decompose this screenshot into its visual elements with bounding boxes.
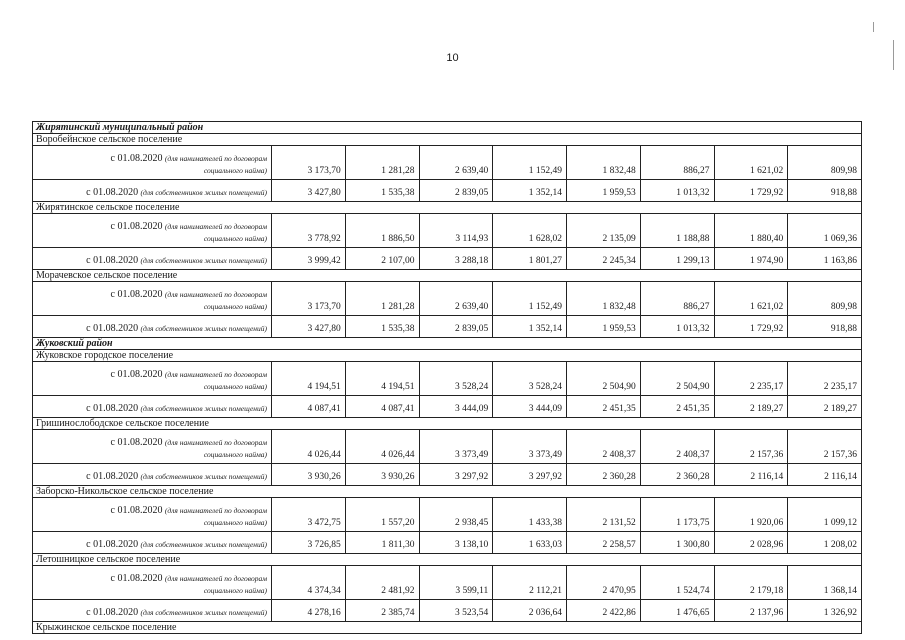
category-note: (для собственников жилых помещений)	[140, 472, 267, 481]
tariff-value-cell: 2 839,05	[419, 180, 493, 202]
tariff-value-cell: 2 157,36	[714, 430, 788, 464]
tariff-value-cell: 1 832,48	[567, 146, 641, 180]
tariff-value-cell: 1 974,90	[714, 248, 788, 270]
tariff-value-cell: 2 385,74	[345, 600, 419, 622]
settlement-name: Крыжинское сельское поселение	[33, 622, 862, 634]
settlement-header-row	[33, 270, 862, 282]
tariff-value-cell: 1 633,03	[493, 532, 567, 554]
category-note: (для нанимателей по договорам	[164, 154, 267, 163]
tariff-value-cell: 2 235,17	[714, 362, 788, 396]
tariff-value-cell: 1 729,92	[714, 180, 788, 202]
tariff-value-cell: 2 839,05	[419, 316, 493, 338]
scan-artifact-mark	[873, 22, 874, 32]
effective-date: с 01.08.2020	[110, 505, 163, 516]
tariff-value-cell: 1 628,02	[493, 214, 567, 248]
tariff-value-cell: 2 422,86	[567, 600, 641, 622]
tariff-value-cell: 2 189,27	[714, 396, 788, 418]
tariff-value-cell: 2 112,21	[493, 566, 567, 600]
category-note: (для нанимателей по договорам	[164, 506, 267, 515]
tariff-value-cell: 2 179,18	[714, 566, 788, 600]
tariff-value-cell: 1 621,02	[714, 146, 788, 180]
owner-tariff-row	[33, 316, 862, 338]
tariff-value-cell: 1 281,28	[345, 146, 419, 180]
tariff-value-cell: 1 920,06	[714, 498, 788, 532]
tariff-value-cell: 3 373,49	[493, 430, 567, 464]
row-label	[33, 566, 272, 600]
tenant-tariff-row	[33, 430, 862, 464]
tariff-value-cell: 1 524,74	[640, 566, 714, 600]
tariff-value-cell: 1 368,14	[788, 566, 862, 600]
tariff-value-cell: 1 299,13	[640, 248, 714, 270]
tariff-value-cell: 2 408,37	[640, 430, 714, 464]
tariff-value-cell: 1 300,80	[640, 532, 714, 554]
tariff-value-cell: 886,27	[640, 282, 714, 316]
tariff-value-cell: 3 173,70	[272, 282, 346, 316]
tariff-value-cell: 918,88	[788, 316, 862, 338]
category-note: (для собственников жилых помещений)	[140, 324, 267, 333]
tariff-value-cell: 2 504,90	[567, 362, 641, 396]
tariff-value-cell: 1 152,49	[493, 282, 567, 316]
tariff-value-cell: 1 557,20	[345, 498, 419, 532]
settlement-header-row	[33, 134, 862, 146]
tariff-value-cell: 1 208,02	[788, 532, 862, 554]
settlement-name: Жуковское городское поселение	[33, 350, 862, 362]
effective-date: с 01.08.2020	[86, 255, 139, 266]
settlement-name: Гришинослободское сельское поселение	[33, 418, 862, 430]
tariff-value-cell: 1 433,38	[493, 498, 567, 532]
tariff-value-cell: 4 374,34	[272, 566, 346, 600]
settlement-name: Заборско-Никольское сельское поселение	[33, 486, 862, 498]
owner-tariff-row	[33, 396, 862, 418]
tariff-value-cell: 2 157,36	[788, 430, 862, 464]
tenant-tariff-row	[33, 282, 862, 316]
category-note-continued: социального найма)	[203, 382, 267, 391]
tariff-value-cell: 1 886,50	[345, 214, 419, 248]
tariff-value-cell: 886,27	[640, 146, 714, 180]
tariff-value-cell: 2 235,17	[788, 362, 862, 396]
category-note: (для нанимателей по договорам	[164, 438, 267, 447]
tariff-value-cell: 3 599,11	[419, 566, 493, 600]
tariff-value-cell: 2 360,28	[567, 464, 641, 486]
tariff-value-cell: 1 959,53	[567, 316, 641, 338]
effective-date: с 01.08.2020	[86, 607, 139, 618]
effective-date: с 01.08.2020	[86, 539, 139, 550]
tariff-value-cell: 3 427,80	[272, 316, 346, 338]
tariff-value-cell: 4 087,41	[345, 396, 419, 418]
tariff-value-cell: 2 107,00	[345, 248, 419, 270]
tariff-value-cell: 2 116,14	[714, 464, 788, 486]
tariff-value-cell: 3 528,24	[493, 362, 567, 396]
tariff-value-cell: 1 152,49	[493, 146, 567, 180]
category-note: (для собственников жилых помещений)	[140, 188, 267, 197]
tariff-value-cell: 2 408,37	[567, 430, 641, 464]
tariff-value-cell: 4 087,41	[272, 396, 346, 418]
page-number: 10	[446, 52, 459, 64]
tariff-value-cell: 2 137,96	[714, 600, 788, 622]
tariff-value-cell: 1 013,32	[640, 180, 714, 202]
settlement-name: Морачевское сельское поселение	[33, 270, 862, 282]
effective-date: с 01.08.2020	[110, 369, 163, 380]
effective-date: с 01.08.2020	[110, 221, 163, 232]
row-label	[33, 316, 272, 338]
tariff-value-cell: 2 135,09	[567, 214, 641, 248]
settlement-header-row	[33, 554, 862, 566]
effective-date: с 01.08.2020	[86, 403, 139, 414]
tariff-value-cell: 3 930,26	[345, 464, 419, 486]
row-label	[33, 498, 272, 532]
category-note-continued: социального найма)	[203, 302, 267, 311]
tariff-value-cell: 2 504,90	[640, 362, 714, 396]
category-note: (для собственников жилых помещений)	[140, 608, 267, 617]
tariff-value-cell: 4 026,44	[272, 430, 346, 464]
owner-tariff-row	[33, 600, 862, 622]
owner-tariff-row	[33, 180, 862, 202]
row-label	[33, 600, 272, 622]
effective-date: с 01.08.2020	[110, 153, 163, 164]
effective-date: с 01.08.2020	[110, 437, 163, 448]
category-note-continued: социального найма)	[203, 166, 267, 175]
tariff-value-cell: 2 938,45	[419, 498, 493, 532]
tariff-table	[32, 121, 862, 634]
tariff-value-cell: 2 131,52	[567, 498, 641, 532]
row-label	[33, 214, 272, 248]
category-note: (для нанимателей по договорам	[164, 222, 267, 231]
settlement-header-row	[33, 350, 862, 362]
tariff-value-cell: 2 036,64	[493, 600, 567, 622]
tariff-value-cell: 1 163,86	[788, 248, 862, 270]
row-label	[33, 532, 272, 554]
row-label	[33, 146, 272, 180]
tariff-value-cell: 2 639,40	[419, 282, 493, 316]
tenant-tariff-row	[33, 146, 862, 180]
tariff-value-cell: 1 173,75	[640, 498, 714, 532]
category-note: (для собственников жилых помещений)	[140, 404, 267, 413]
tariff-value-cell: 1 099,12	[788, 498, 862, 532]
category-note: (для собственников жилых помещений)	[140, 540, 267, 549]
tariff-value-cell: 3 999,42	[272, 248, 346, 270]
tariff-value-cell: 3 528,24	[419, 362, 493, 396]
tenant-tariff-row	[33, 214, 862, 248]
tariff-value-cell: 3 427,80	[272, 180, 346, 202]
tariff-value-cell: 3 373,49	[419, 430, 493, 464]
tariff-value-cell: 1 621,02	[714, 282, 788, 316]
tariff-value-cell: 2 481,92	[345, 566, 419, 600]
tariff-value-cell: 3 138,10	[419, 532, 493, 554]
settlement-name: Летошницкое сельское поселение	[33, 554, 862, 566]
tariff-value-cell: 2 258,57	[567, 532, 641, 554]
tariff-value-cell: 4 194,51	[345, 362, 419, 396]
tariff-value-cell: 1 476,65	[640, 600, 714, 622]
tariff-value-cell: 3 778,92	[272, 214, 346, 248]
category-note: (для нанимателей по договорам	[164, 370, 267, 379]
district-header-row	[33, 122, 862, 134]
tariff-value-cell: 4 278,16	[272, 600, 346, 622]
effective-date: с 01.08.2020	[86, 323, 139, 334]
district-header-row	[33, 338, 862, 350]
tariff-value-cell: 3 444,09	[419, 396, 493, 418]
tariff-value-cell: 1 013,32	[640, 316, 714, 338]
tariff-value-cell: 809,98	[788, 282, 862, 316]
tariff-value-cell: 1 535,38	[345, 180, 419, 202]
tariff-value-cell: 1 880,40	[714, 214, 788, 248]
tariff-value-cell: 1 281,28	[345, 282, 419, 316]
tariff-value-cell: 3 297,92	[493, 464, 567, 486]
settlement-name: Воробейнское сельское поселение	[33, 134, 862, 146]
tariff-value-cell: 2 116,14	[788, 464, 862, 486]
tariff-value-cell: 1 832,48	[567, 282, 641, 316]
owner-tariff-row	[33, 532, 862, 554]
settlement-header-row	[33, 418, 862, 430]
tariff-value-cell: 2 189,27	[788, 396, 862, 418]
tariff-value-cell: 2 360,28	[640, 464, 714, 486]
settlement-name: Жирятинское сельское поселение	[33, 202, 862, 214]
tariff-value-cell: 1 352,14	[493, 180, 567, 202]
category-note-continued: социального найма)	[203, 518, 267, 527]
tariff-value-cell: 3 444,09	[493, 396, 567, 418]
row-label	[33, 248, 272, 270]
settlement-header-row	[33, 486, 862, 498]
tariff-value-cell: 3 472,75	[272, 498, 346, 532]
tariff-value-cell: 2 451,35	[567, 396, 641, 418]
tariff-value-cell: 3 930,26	[272, 464, 346, 486]
tariff-value-cell: 1 535,38	[345, 316, 419, 338]
scan-artifact-mark	[893, 40, 894, 70]
tariff-value-cell: 3 523,54	[419, 600, 493, 622]
tariff-value-cell: 2 245,34	[567, 248, 641, 270]
category-note: (для собственников жилых помещений)	[140, 256, 267, 265]
effective-date: с 01.08.2020	[86, 471, 139, 482]
row-label	[33, 430, 272, 464]
tenant-tariff-row	[33, 498, 862, 532]
tariff-value-cell: 3 173,70	[272, 146, 346, 180]
effective-date: с 01.08.2020	[110, 573, 163, 584]
row-label	[33, 396, 272, 418]
tariff-value-cell: 1 959,53	[567, 180, 641, 202]
tenant-tariff-row	[33, 566, 862, 600]
category-note-continued: социального найма)	[203, 234, 267, 243]
tariff-value-cell: 1 326,92	[788, 600, 862, 622]
tariff-value-cell: 1 188,88	[640, 214, 714, 248]
category-note-continued: социального найма)	[203, 586, 267, 595]
tariff-value-cell: 1 729,92	[714, 316, 788, 338]
category-note: (для нанимателей по договорам	[164, 290, 267, 299]
tariff-value-cell: 3 114,93	[419, 214, 493, 248]
settlement-header-row	[33, 202, 862, 214]
tariff-value-cell: 1 352,14	[493, 316, 567, 338]
row-label	[33, 464, 272, 486]
effective-date: с 01.08.2020	[110, 289, 163, 300]
district-name: Жирятинский муниципальный район	[33, 122, 862, 134]
owner-tariff-row	[33, 464, 862, 486]
district-name: Жуковский район	[33, 338, 862, 350]
tariff-value-cell: 2 451,35	[640, 396, 714, 418]
tariff-value-cell: 809,98	[788, 146, 862, 180]
tariff-value-cell: 2 639,40	[419, 146, 493, 180]
owner-tariff-row	[33, 248, 862, 270]
tariff-value-cell: 4 026,44	[345, 430, 419, 464]
tariff-value-cell: 3 726,85	[272, 532, 346, 554]
tenant-tariff-row	[33, 362, 862, 396]
tariff-value-cell: 918,88	[788, 180, 862, 202]
tariff-value-cell: 1 069,36	[788, 214, 862, 248]
tariff-value-cell: 1 811,30	[345, 532, 419, 554]
row-label	[33, 282, 272, 316]
tariff-value-cell: 2 470,95	[567, 566, 641, 600]
category-note-continued: социального найма)	[203, 450, 267, 459]
tariff-value-cell: 3 297,92	[419, 464, 493, 486]
category-note: (для нанимателей по договорам	[164, 574, 267, 583]
tariff-value-cell: 4 194,51	[272, 362, 346, 396]
effective-date: с 01.08.2020	[86, 187, 139, 198]
row-label	[33, 362, 272, 396]
row-label	[33, 180, 272, 202]
settlement-header-row	[33, 622, 862, 634]
tariff-value-cell: 2 028,96	[714, 532, 788, 554]
tariff-value-cell: 3 288,18	[419, 248, 493, 270]
tariff-value-cell: 1 801,27	[493, 248, 567, 270]
